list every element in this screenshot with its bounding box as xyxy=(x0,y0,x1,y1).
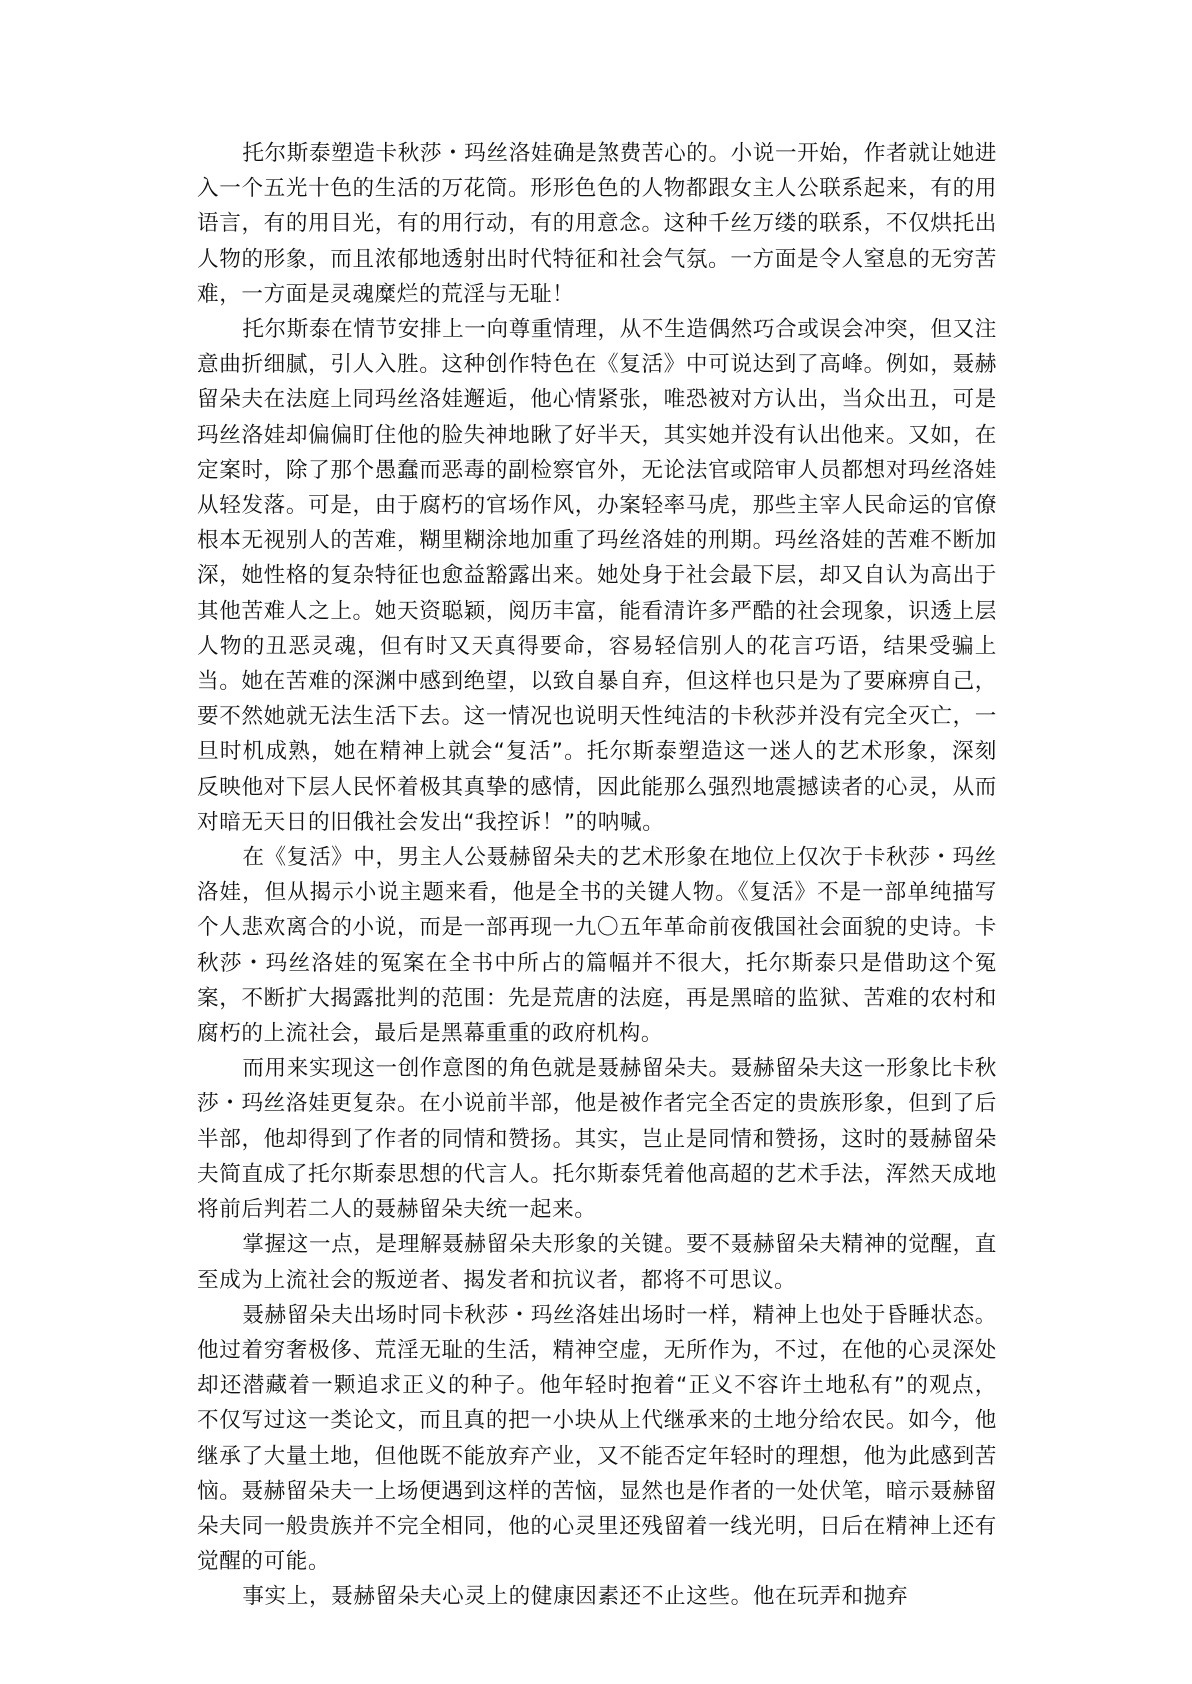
paragraph: 掌握这一点，是理解聂赫留朵夫形象的关键。要不聂赫留朵夫精神的觉醒，直至成为上流社会的叛逆者、揭发者和抗议者，都将不可思议。 xyxy=(197,1232,997,1293)
body-text xyxy=(197,136,997,1615)
paragraph: 托尔斯泰塑造卡秋莎・玛丝洛娃确是煞费苦心的。小说一开始，作者就让她进入一个五光十色的生活的万花筒。形形色色的人物都跟女主人公联系起来，有的用语言，有的用目光，有的用行动，有的用意念。这种千丝万缕的联系，不仅烘托出人物的形象，而且浓郁地透射出时代特征和社会气氛。一方面是令人窒息的无穷苦难，一方面是灵魂糜烂的荒淫与无耻！ xyxy=(197,141,997,307)
paragraph: 聂赫留朵夫出场时同卡秋莎・玛丝洛娃出场时一样，精神上也处于昏睡状态。他过着穷奢极侈、荒淫无耻的生活，精神空虚，无所作为，不过，在他的心灵深处却还潜藏着一颗追求正义的种子。他年轻时抱着“正义不容许土地私有”的观点，不仅写过这一类论文，而且真的把一小块从上代继承来的土地分给农民。如今，他继承了大量土地，但他既不能放弃产业，又不能否定年轻时的理想，他为此感到苦恼。聂赫留朵夫一上场便遇到这样的苦恼，显然也是作者的一处伏笔，暗示聂赫留朵夫同一般贵族并不完全相同，他的心灵里还残留着一线光明，日后在精神上还有觉醒的可能。 xyxy=(197,1302,997,1575)
paragraph: 托尔斯泰在情节安排上一向尊重情理，从不生造偶然巧合或误会冲突，但又注意曲折细腻，引人入胜。这种创作特色在《复活》中可说达到了高峰。例如，聂赫留朵夫在法庭上同玛丝洛娃邂逅，他心情紧张，唯恐被对方认出，当众出丑，可是玛丝洛娃却偏偏盯住他的脸失神地瞅了好半天，其实她并没有认出他来。又如，在定案时，除了那个愚蠢而恶毒的副检察官外，无论法官或陪审人员都想对玛丝洛娃从轻发落。可是，由于腐朽的官场作风，办案轻率马虎，那些主宰人民命运的官僚根本无视别人的苦难，糊里糊涂地加重了玛丝洛娃的刑期。玛丝洛娃的苦难不断加深，她性格的复杂特征也愈益豁露出来。她处身于社会最下层，却又自认为高出于其他苦难人之上。她天资聪颖，阅历丰富，能看清许多严酷的社会现象，识透上层人物的丑恶灵魂，但有时又天真得要命，容易轻信别人的花言巧语，结果受骗上当。她在苦难的深渊中感到绝望，以致自暴自弃，但这样也只是为了要麻痹自己，要不然她就无法生活下去。这一情况也说明天性纯洁的卡秋莎并没有完全灭亡，一旦时机成熟，她在精神上就会“复活”。托尔斯泰塑造这一迷人的艺术形象，深刻反映他对下层人民怀着极其真挚的感情，因此能那么强烈地震撼读者的心灵，从而对暗无天日的旧俄社会发出“我控诉！”的呐喊。 xyxy=(197,317,997,835)
paragraph: 事实上，聂赫留朵夫心灵上的健康因素还不止这些。他在玩弄和抛弃 xyxy=(242,1584,909,1610)
paragraph: 在《复活》中，男主人公聂赫留朵夫的艺术形象在地位上仅次于卡秋莎・玛丝洛娃，但从揭示小说主题来看，他是全书的关键人物。《复活》不是一部单纯描写个人悲欢离合的小说，而是一部再现一九〇五年革命前夜俄国社会面貌的史诗。卡秋莎・玛丝洛娃的冤案在全书中所占的篇幅并不很大，托尔斯泰只是借助这个冤案，不断扩大揭露批判的范围：先是荒唐的法庭，再是黑暗的监狱、苦难的农村和腐朽的上流社会，最后是黑幕重重的政府机构。 xyxy=(197,845,997,1047)
paragraph: 而用来实现这一创作意图的角色就是聂赫留朵夫。聂赫留朵夫这一形象比卡秋莎・玛丝洛娃更复杂。在小说前半部，他是被作者完全否定的贵族形象，但到了后半部，他却得到了作者的同情和赞扬。其实，岂止是同情和赞扬，这时的聂赫留朵夫简直成了托尔斯泰思想的代言人。托尔斯泰凭着他高超的艺术手法，浑然天成地将前后判若二人的聂赫留朵夫统一起来。 xyxy=(197,1056,997,1223)
